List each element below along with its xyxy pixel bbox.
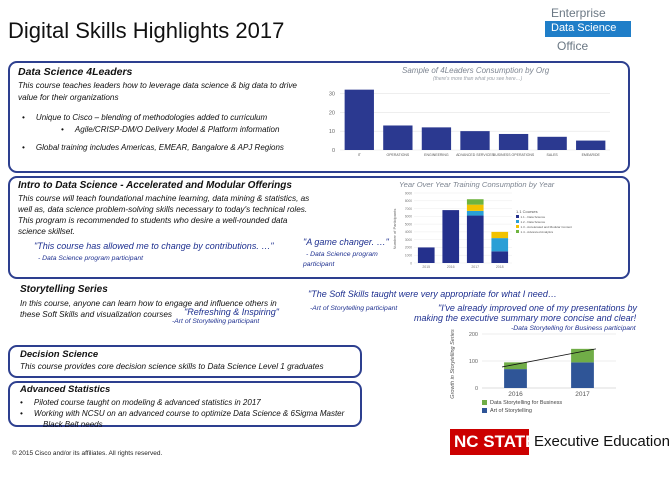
storytelling-quote-soft-skills: "The Soft Skills taught were very appropriate for what I need… <box>308 289 557 299</box>
chart2-title: Year Over Year Training Consumption by Year <box>399 180 555 189</box>
chart2-x-tick-label: 2016 <box>446 265 455 269</box>
chart3-bar-segment <box>571 362 594 388</box>
chart2-legend-label: 1.1 - Data Science <box>520 214 546 219</box>
chart2-y-tick-label: 7000 <box>404 206 412 211</box>
chart1-x-tick-label: ENGINEERING <box>424 153 449 157</box>
chart3-legend-swatch <box>482 408 487 413</box>
intro-heading: Intro to Data Science - Accelerated and Modular Offerings <box>18 180 292 191</box>
intro-desc-line-1: This course will teach foundational machine learning, data mining & statistics, as <box>18 194 310 203</box>
advanced-statistics-heading: Advanced Statistics <box>20 384 111 395</box>
chart3-bar-segment <box>504 369 527 388</box>
chart1-bar <box>576 141 605 150</box>
chart2-x-tick-label: 2017 <box>471 265 480 269</box>
ds4leaders-bullet-2-text: Agile/CRISP-DM/O Delivery Model & Platform information <box>74 125 280 134</box>
ds4leaders-bullet-1-text: Unique to Cisco – blending of methodologies added to curriculum <box>35 113 268 122</box>
chart1-x-tick-label: SALES <box>546 153 558 157</box>
intro-quote-2-attribution-line-2: participant <box>303 261 335 268</box>
executive-education-label: Executive Education <box>534 433 670 450</box>
chart2-bar-segment <box>467 205 484 211</box>
chart2-legend-swatch <box>516 220 519 223</box>
chart1-bar <box>537 137 566 150</box>
ds4leaders-heading: Data Science 4Leaders <box>18 66 133 78</box>
storytelling-desc-line-1: In this course, anyone can learn how to engage and influence others in <box>20 299 277 308</box>
chart2-bar-segment <box>467 199 484 204</box>
chart1-subtitle: (there's more than what you see here…) <box>433 76 523 82</box>
chart2-x-tick-label: 2015 <box>422 265 431 269</box>
storytelling-desc-line-2: these Soft Skills and visualization courses <box>20 310 173 319</box>
chart2-y-tick-label: 8000 <box>404 199 412 204</box>
chart1-x-tick-label: OPERATIONS <box>386 153 410 157</box>
advanced-statistics-bullet-2: • Working with NCSU on an advanced course to optimize Data Science & 6Sigma Master <box>20 409 345 418</box>
chart1-y-tick-label: 0 <box>331 148 335 154</box>
chart2-y-tick-label: 6000 <box>404 214 412 219</box>
chart1-bar <box>345 90 374 150</box>
chart3-legend-label: Data Storytelling for Business <box>490 400 563 406</box>
chart1-title: Sample of 4Leaders Consumption by Org <box>402 66 550 75</box>
intro-desc-line-3: This program is recommended to students who desire a well-rounded data <box>18 216 288 225</box>
yoy-training-stacked-chart <box>392 189 572 273</box>
advanced-statistics-bullet-1: • Piloted course taught on modeling & advanced statistics in 2017 <box>20 398 261 407</box>
chart1-x-tick-label: EMEAR/DE <box>581 153 600 157</box>
logo-line-1: Enterprise <box>551 6 606 20</box>
chart1-x-tick-label: BUSINESS OPERATIONS <box>492 153 535 157</box>
chart1-x-tick-label: IT <box>357 153 361 157</box>
chart2-bar-segment <box>491 238 508 251</box>
advanced-statistics-bullet-3: Black Belt needs <box>43 420 103 429</box>
chart3-x-tick-label: 2016 <box>508 391 523 398</box>
storytelling-quote-improved-line-2: making the executive summary more concise and clear! <box>414 313 637 323</box>
page-title: Digital Skills Highlights 2017 <box>8 18 285 43</box>
chart2-y-tick-label: 4000 <box>404 230 412 235</box>
chart1-bar <box>422 127 451 150</box>
storytelling-quote-refreshing-attribution: -Art of Storytelling participant <box>172 318 260 325</box>
decision-science-heading: Decision Science <box>20 349 99 360</box>
intro-quote-1-attribution: - Data Science program participant <box>38 255 144 262</box>
enterprise-data-science-office-logo <box>545 4 631 56</box>
copyright-footer: © 2015 Cisco and/or its affiliates. All rights reserved. <box>12 450 163 457</box>
chart2-bar-segment <box>491 232 508 238</box>
chart2-bar-segment <box>467 211 484 216</box>
chart2-legend-swatch <box>516 225 519 228</box>
storytelling-quote-soft-skills-attribution: -Art of Storytelling participant <box>310 305 398 312</box>
chart3-y-tick-label: 100 <box>468 359 478 365</box>
chart1-bar <box>460 131 489 150</box>
intro-desc-line-4: science skillset. <box>18 227 75 236</box>
org-consumption-bar-chart <box>318 80 616 162</box>
chart2-y-tick-label: 1000 <box>404 253 412 258</box>
chart3-legend-label: Art of Storytelling <box>490 408 532 414</box>
logo-line-3: Office <box>557 39 589 53</box>
chart2-legend-label: 1.2 - Data Science <box>520 219 546 224</box>
chart1-y-tick-label: 10 <box>328 129 335 136</box>
intro-quote-2: "A game changer. …" <box>303 237 389 247</box>
intro-quote-2-attribution-line-1: - Data Science program <box>306 251 378 258</box>
logo-line-2: Data Science <box>545 21 631 37</box>
storytelling-quote-improved-attribution: -Data Storytelling for Business participant <box>511 325 636 332</box>
chart2-y-tick-label: 2000 <box>404 245 412 250</box>
storytelling-quote-refreshing: "Refreshing & Inspiring" <box>184 307 279 317</box>
chart1-bar <box>383 125 412 150</box>
chart1-bar <box>499 134 528 150</box>
advanced-statistics-bullet-1-text: Piloted course taught on modeling & advanced statistics in 2017 <box>33 398 261 407</box>
chart3-x-tick-label: 2017 <box>575 391 590 398</box>
chart1-x-tick-label: ADVANCED SERVICES <box>456 153 494 157</box>
chart3-y-tick-label: 0 <box>474 386 478 392</box>
advanced-statistics-bullet-2-text: Working with NCSU on an advanced course to optimize Data Science & 6Sigma Master <box>33 409 345 418</box>
nc-state-executive-education-logo <box>450 429 670 455</box>
chart2-y-axis-label: Number of Participants <box>392 208 397 250</box>
chart1-y-tick-label: 20 <box>328 110 335 117</box>
ds4leaders-bullet-2: • Agile/CRISP-DM/O Delivery Model & Platform information <box>61 125 280 134</box>
chart2-legend-label: 1.3 - Accelerated and Modular Content <box>520 224 572 229</box>
chart2-bar-segment <box>442 210 459 263</box>
chart2-legend-title: 1.1 Courses <box>516 209 538 214</box>
storytelling-growth-chart <box>448 330 618 422</box>
ds4leaders-bullet-3-text: Global training includes Americas, EMEAR, Bangalore & APJ Regions <box>35 143 284 152</box>
ds4leaders-bullet-3: • Global training includes Americas, EMEAR, Bangalore & APJ Regions <box>22 143 284 152</box>
intro-quote-1: "This course has allowed me to change by contributions. …" <box>34 241 274 251</box>
chart2-legend-swatch <box>516 215 519 218</box>
chart2-y-tick-label: 9000 <box>404 191 412 196</box>
chart3-legend-swatch <box>482 400 487 405</box>
chart1-y-tick-label: 30 <box>328 91 335 98</box>
chart3-y-axis-label: Growth in Storytelling Series <box>450 329 456 399</box>
nc-state-wordmark: NC STATE <box>450 429 529 455</box>
chart2-bar-segment <box>467 216 484 263</box>
chart3-y-tick-label: 200 <box>468 332 478 338</box>
chart2-y-tick-label: 5000 <box>404 222 412 227</box>
storytelling-quote-improved-line-1: "I've already improved one of my presentations by <box>438 303 638 313</box>
chart2-x-tick-label: 2018 <box>495 265 504 269</box>
decision-science-description: This course provides core decision science skills to Data Science Level 1 graduates <box>20 362 324 371</box>
chart2-bar-segment <box>418 247 435 263</box>
chart2-y-tick-label: 3000 <box>404 237 412 242</box>
chart2-legend-swatch <box>516 230 519 233</box>
ds4leaders-bullet-1: • Unique to Cisco – blending of methodologies added to curriculum <box>22 113 268 122</box>
intro-desc-line-2: well as, data science problem-solving skills necessary to today's technical roles. <box>18 205 308 214</box>
storytelling-heading: Storytelling Series <box>20 284 108 295</box>
chart2-bar-segment <box>491 251 508 263</box>
chart3-bar-segment <box>571 349 594 363</box>
chart2-legend-label: 1.4 - Advanced Analytics <box>520 229 554 234</box>
ds4leaders-description: This course teaches leaders how to leverage data science & big data to drive value for their organizations <box>18 81 297 102</box>
chart2-y-tick-label: 0 <box>410 261 412 266</box>
